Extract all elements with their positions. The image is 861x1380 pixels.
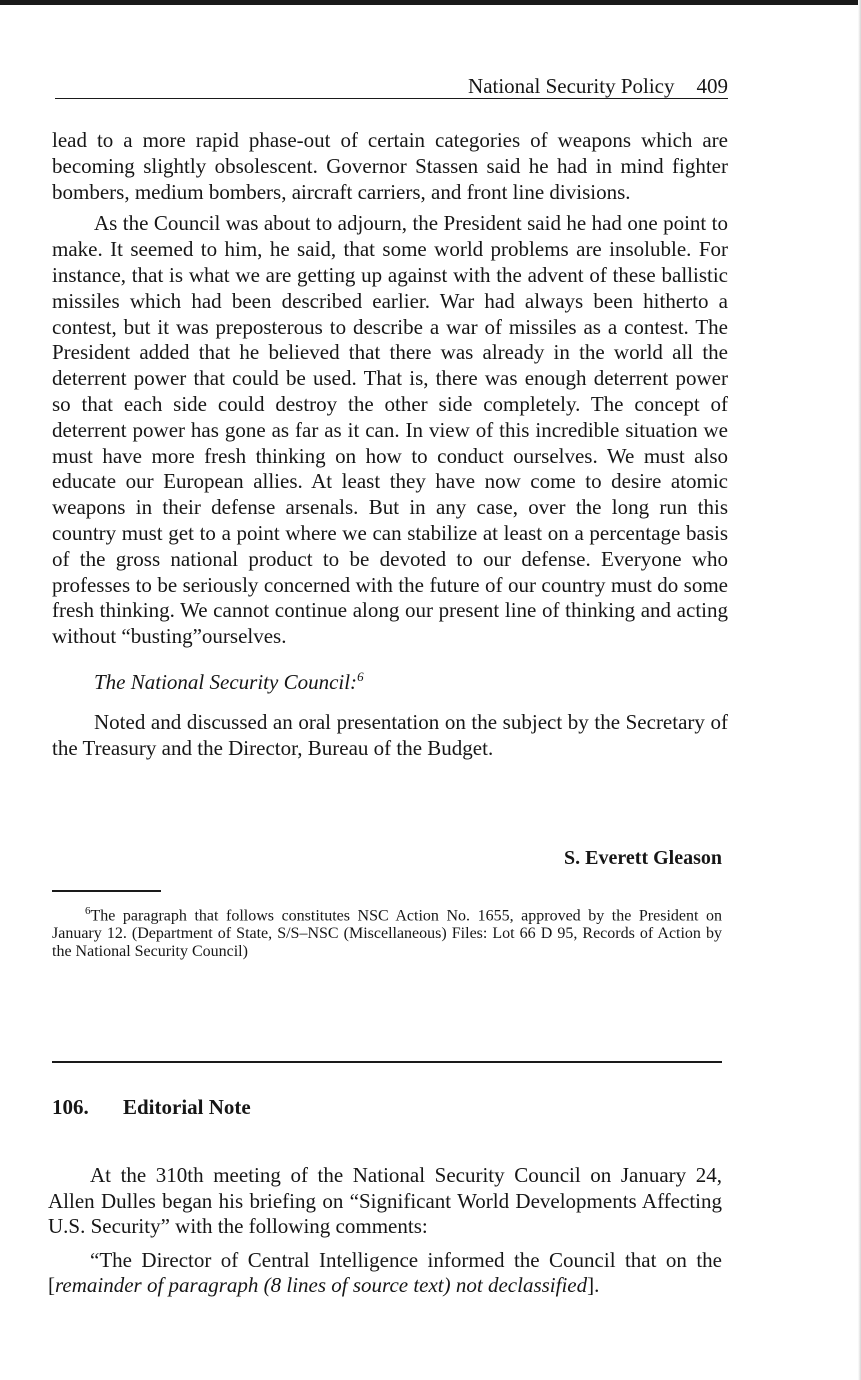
editorial-paragraph-2 (48, 1248, 722, 1299)
top-scan-edge (0, 0, 861, 5)
footnote-text: The paragraph that follows constitutes NSC Action No. 1655, approved by the President on January 12. (Department of State, S/S–NSC (Miscellaneous) Files: Lot 66 D 95, Records of Action by the National Security Council) (52, 907, 722, 961)
quote-start: “The Director of Central Intelligence informed the Council that on the [ (48, 1247, 722, 1297)
council-heading-text: The National Security Council: (94, 669, 358, 694)
council-heading (52, 664, 728, 696)
paragraph-president-remarks: As the Council was about to adjourn, the President said he had one point to make. It seemed to him, he said, that some world problems are insoluble. For instance, that is what we are getting up against with the advent of these ballistic missiles which had been described earlier. War had always been hitherto a contest, but it was preposterous to describe a war of missiles as a contest. The President added that he believed that there was already in the world all the deterrent power that could be used. That is, there was enough deterrent power so that each side could destroy the other side completely. The concept of deterrent power has gone as far as it can. In view of this incredible situation we must have more fresh thinking on how to conduct ourselves. We must also educate our European allies. At least they have now come to desire atomic weapons in their defense arsenals. But in any case, over the long run this country must get to a point where we can stabilize at least on a percentage basis of the gross national product to be devoted to our defense. Everyone who professes to be seriously concerned with the future of our country must do some fresh thinking. We cannot continue along our present line of thinking and acting without “busting”ourselves. (52, 211, 728, 649)
footnote-divider (52, 890, 161, 892)
paragraph-noted: Noted and discussed an oral presentation on the subject by the Secretary of the Treasury and the Director, Bureau of the Budget. (52, 709, 728, 760)
editorial-paragraph-1: At the 310th meeting of the National Security Council on January 24, Allen Dulles began his briefing on “Significant World Developments Affecting U.S. Security” with the following comments: (48, 1163, 722, 1238)
page-number: 409 (696, 74, 728, 98)
editorial-note-title: Editorial Note (123, 1095, 251, 1119)
document-number: 106. (52, 1095, 89, 1119)
quote-end: ]. (587, 1273, 600, 1297)
footnote-ref: 6 (357, 668, 364, 684)
editorial-note-heading (52, 1094, 251, 1120)
editorial-note-body (48, 1163, 722, 1299)
redaction-note: remainder of paragraph (8 lines of source text) not declassified (55, 1273, 588, 1297)
section-divider (52, 1061, 722, 1063)
signature: S. Everett Gleason (564, 847, 722, 869)
paragraph-continuation: lead to a more rapid phase-out of certain categories of weapons which are becoming slightly obsolescent. Governor Stassen said he had in mind fighter bombers, medium bombers, aircraft carriers, and front line divisions. (52, 128, 728, 204)
running-title: National Security Policy (468, 74, 675, 98)
running-header (55, 74, 728, 99)
main-text (52, 128, 728, 761)
footnote (52, 902, 722, 961)
footnote-marker: 6 (85, 905, 91, 917)
